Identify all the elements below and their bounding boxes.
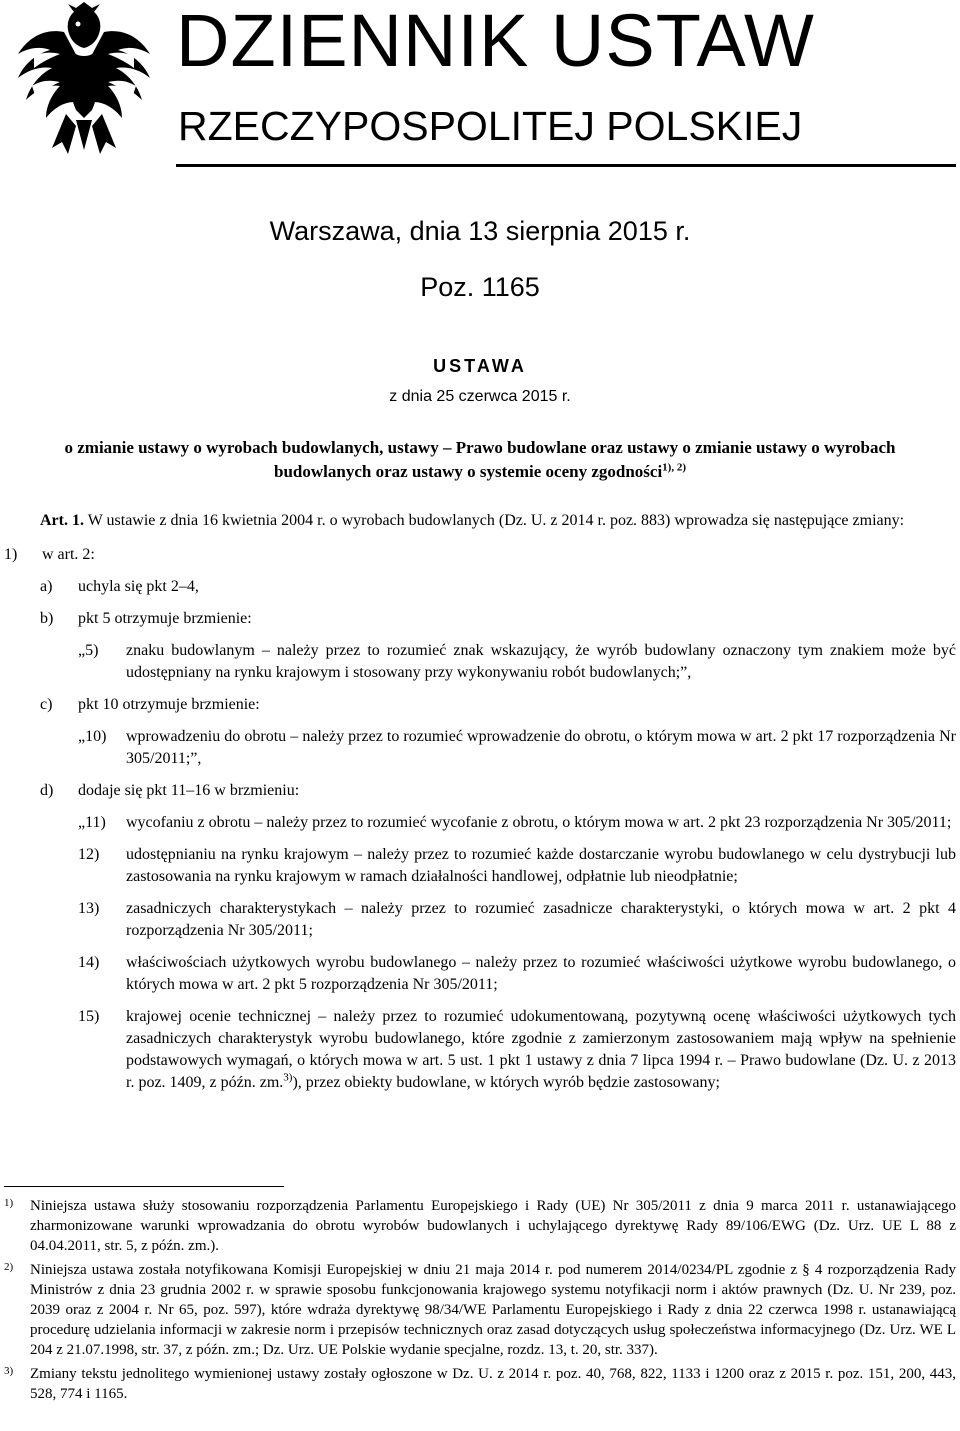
footnote-text: Niniejsza ustawa została notyfikowana Komisji Europejskiej w dniu 21 maja 2014 r. pod numerem 2014/0234/PL zgodnie z § 4 rozporządzenia Rady Ministrów z dnia 23 grudnia 2002 r. w sprawie sposobu funkcjonowania krajowego systemu notyfikacji norm i aktów prawnych (Dz. U. Nr 239, poz. 2039 oraz z 2004 r. Nr 65, poz. 597), które wdraża dyrektywę 98/34/WE Parlamentu Europejskiego i Rady z dnia 22 czerwca 1998 r. ustanawiającą procedurę udzielania informacji w zakresie norm i przepisów technicznych oraz zasad dotyczących usług społeczeństwa informacyjnego (Dz. Urz. WE L 204 z 21.07.1998, str. 37, z późn. zm.; Dz. Urz. UE Polskie wydanie specjalne, rozdz. 13, t. 20, str. 337). (30, 1262, 956, 1358)
letter-d (40, 780, 956, 802)
article-1-intro (4, 510, 956, 532)
eagle-emblem-icon (4, 2, 164, 162)
quoted-point-text: udostępnianiu na rynku krajowym – należy przez to rozumieć każde dostarczanie wyrobu budowlanego w celu dystrybucji lub zastosowania na rynku krajowym w ramach działalności handlowej, odpłatnie lub nieodpłatnie; (126, 846, 956, 885)
quoted-point-10 (78, 726, 956, 770)
quoted-point-label: „10) (78, 728, 107, 745)
letter-label: a) (40, 578, 53, 595)
act-title-text: o zmianie ustawy o wyrobach budowlanych, ustawy – Prawo budowlane oraz ustawy o zmianie ustawy o wyrobach budowlanych oraz ustawy o systemie oceny zgodności (64, 438, 896, 481)
footnote-ref: 3) (283, 1071, 293, 1084)
quoted-point-5 (78, 640, 956, 684)
act-title (20, 436, 940, 484)
footnote-divider (4, 1186, 284, 1187)
quoted-point-text: zasadniczych charakterystykach – należy przez to rozumieć zasadnicze charakterystyki, o których mowa w art. 2 pkt 4 rozporządzenia Nr 305/2011; (126, 900, 956, 939)
quoted-point-label: 14) (78, 954, 100, 971)
letter-text: dodaje się pkt 11–16 w brzmieniu: (78, 782, 300, 799)
letter-text: uchyla się pkt 2–4, (78, 578, 199, 595)
letter-text: pkt 10 otrzymuje brzmienie: (78, 696, 260, 713)
publication-subtitle: RZECZYPOSPOLITEJ POLSKIEJ (178, 103, 803, 149)
quoted-point-label: „5) (78, 642, 99, 659)
position-number: Poz. 1165 (420, 272, 540, 302)
quoted-point-text-end: ), przez obiekty budowlane, w których wyrób będzie zastosowany; (292, 1074, 720, 1091)
article-intro-text: W ustawie z dnia 16 kwietnia 2004 r. o wyrobach budowlanych (Dz. U. z 2014 r. poz. 883) wprowadza się następujące zmiany: (87, 512, 905, 529)
quoted-point-text: znaku budowlanym – należy przez to rozumieć znak wskazujący, że wyrób budowlany oznaczony tym znakiem może być udostępniany na rynku krajowym i stosowany przy wykonywaniu robót budowlanych;”, (126, 642, 956, 681)
footnote (4, 1196, 956, 1256)
quoted-point-label: „11) (78, 814, 106, 831)
letter-c (40, 694, 956, 716)
footnote-text: Niniejsza ustawa służy stosowaniu rozporządzenia Parlamentu Europejskiego i Rady (UE) Nr 305/2011 z dnia 9 marca 2011 r. ustanawiającego zharmonizowane warunki wprowadzania do obrotu wyrobów budowlanych i uchylającego dyrektywę Rady 89/106/EWG (Dz. Urz. UE L 88 z 04.04.2011, str. 5, z późn. zm.). (30, 1198, 956, 1254)
quoted-point-15 (78, 1006, 956, 1094)
quoted-point-label: 13) (78, 900, 100, 917)
quoted-point-12 (78, 844, 956, 888)
letter-b (40, 608, 956, 630)
footnote-text: Zmiany tekstu jednolitego wymienionej ustawy zostały ogłoszone w Dz. U. z 2014 r. poz. 40, 768, 822, 1133 i 1200 oraz z 2015 r. poz. 151, 200, 443, 528, 774 i 1165. (30, 1366, 956, 1402)
letter-text: pkt 5 otrzymuje brzmienie: (78, 610, 252, 627)
quoted-point-text (126, 1006, 956, 1094)
point-number: 1) (4, 546, 18, 563)
quoted-point-label: 15) (78, 1008, 100, 1025)
masthead-divider (176, 164, 956, 167)
quoted-point-11 (78, 812, 956, 834)
footnotes (4, 1196, 956, 1408)
quoted-point-text: wycofaniu z obrotu – należy przez to rozumieć wycofanie z obrotu, o którym mowa w art. 2 pkt 23 rozporządzenia Nr 305/2011; (126, 814, 952, 831)
footnote-number: 1) (4, 1197, 14, 1209)
letter-label: b) (40, 610, 54, 627)
quoted-point-text: właściwościach użytkowych wyrobu budowlanego – należy przez to rozumieć właściwości użytkowe wyrobu budowlanego, o których mowa w art. 2 pkt 5 rozporządzenia Nr 305/2011; (126, 954, 956, 993)
quoted-point-text: wprowadzeniu do obrotu – należy przez to rozumieć wprowadzenie do obrotu, o którym mowa w art. 2 pkt 17 rozporządzenia Nr 305/2011;”, (126, 728, 956, 767)
quoted-point-13 (78, 898, 956, 942)
act-date: z dnia 25 czerwca 2015 r. (389, 388, 571, 405)
quoted-point-14 (78, 952, 956, 996)
point-text: w art. 2: (42, 546, 95, 563)
footnote-number: 2) (4, 1261, 14, 1273)
point-1 (4, 544, 956, 566)
act-type: USTAWA (433, 356, 527, 376)
footnote (4, 1260, 956, 1360)
act-title-footnote-refs: 1), 2) (662, 461, 686, 474)
article-label: Art. 1. (40, 512, 84, 529)
letter-label: d) (40, 782, 54, 799)
quoted-point-label: 12) (78, 846, 100, 863)
publication-title: DZIENNIK USTAW (176, 0, 815, 82)
footnote (4, 1364, 956, 1404)
letter-label: c) (40, 696, 53, 713)
letter-a (40, 576, 956, 598)
footnote-number: 3) (4, 1365, 14, 1377)
document-body (4, 510, 956, 1104)
publication-date: Warszawa, dnia 13 sierpnia 2015 r. (269, 216, 691, 246)
quoted-point-text-main: krajowej ocenie technicznej – należy przez to rozumieć udokumentowaną, pozytywną ocenę właściwości użytkowych tych zasadniczych charakterystyk wyrobu budowlanego, które zgodnie z zamierzonym zastosowaniem mają wpływ na spełnienie podstawowych wymagań, o których mowa w art. 5 ust. 1 pkt 1 ustawy z dnia 7 lipca 1994 r. – Prawo budowlane (Dz. U. z 2013 r. poz. 1409, z późn. zm. (126, 1008, 956, 1091)
